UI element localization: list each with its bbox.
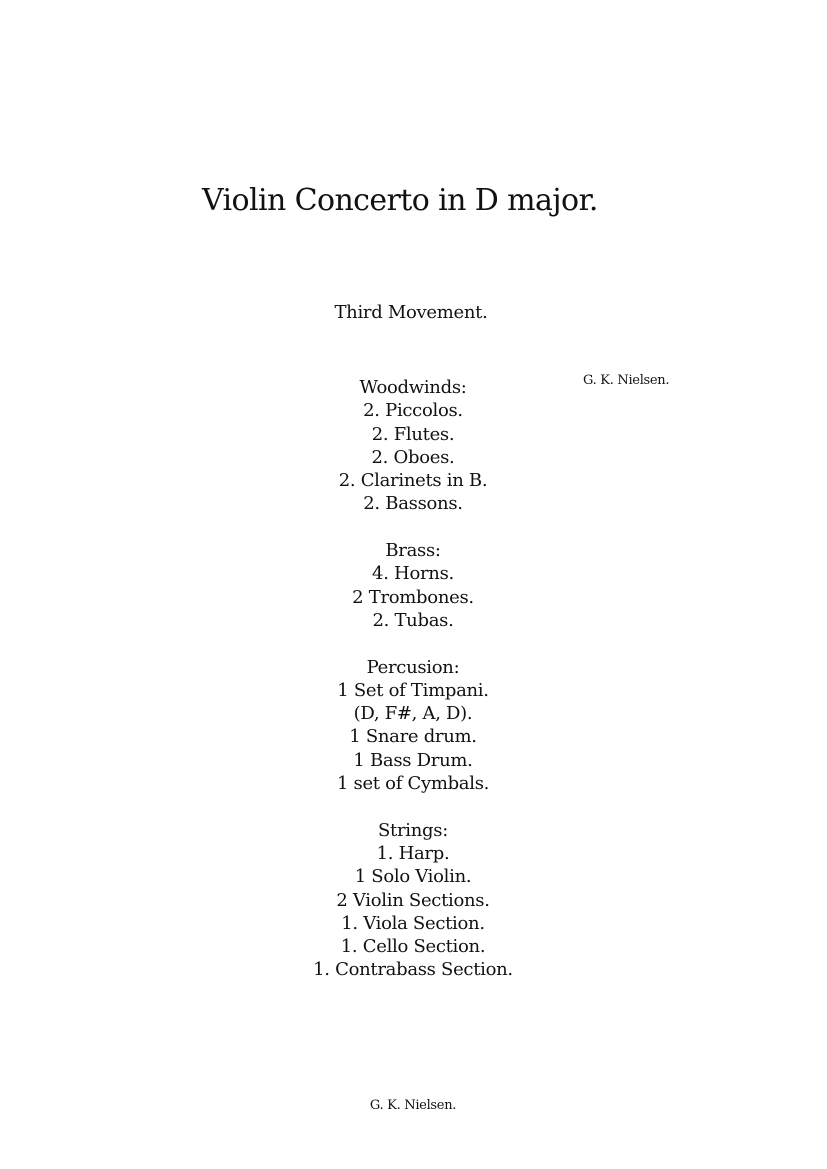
document-title: Violin Concerto in D major. xyxy=(202,183,598,218)
instrument-item: 1 set of Cymbals. xyxy=(336,773,490,795)
instrument-item: 1. Harp. xyxy=(376,842,450,864)
instrument-item: 1. Contrabass Section. xyxy=(313,959,513,981)
instrumentation-list xyxy=(0,376,826,1005)
instrument-item: 2 Trombones. xyxy=(352,586,474,608)
instrument-item: 1 Bass Drum. xyxy=(353,749,473,771)
instrument-item: 2. Piccolos. xyxy=(363,400,463,422)
instrument-item: 1. Cello Section. xyxy=(340,936,486,958)
instrument-item: 2 Violin Sections. xyxy=(336,889,490,911)
instrument-item: (D, F#, A, D). xyxy=(353,703,473,725)
instrument-item: 2. Oboes. xyxy=(371,446,455,468)
instrument-item: 2. Tubas. xyxy=(372,609,454,631)
instrument-item: 1 Set of Timpani. xyxy=(337,679,489,701)
instrument-item: 2. Flutes. xyxy=(371,423,455,445)
instrument-item: 2. Bassons. xyxy=(363,493,463,515)
instrument-item: 4. Horns. xyxy=(372,563,454,585)
section-strings xyxy=(0,819,826,982)
instrument-item: 1. Viola Section. xyxy=(341,912,485,934)
instrument-item: 1 Solo Violin. xyxy=(354,866,472,888)
composer-name: G. K. Nielsen. xyxy=(583,373,670,388)
movement-subtitle: Third Movement. xyxy=(334,302,488,323)
section-heading: Percusion: xyxy=(366,656,460,678)
section-woodwinds xyxy=(0,376,826,516)
instrument-item: 1 Snare drum. xyxy=(349,726,477,748)
section-percussion xyxy=(0,656,826,796)
section-heading: Brass: xyxy=(385,540,441,562)
page-footer: G. K. Nielsen. xyxy=(369,1098,457,1113)
section-heading: Woodwinds: xyxy=(359,377,467,398)
section-heading: Strings: xyxy=(378,819,448,841)
instrument-item: 2. Clarinets in B. xyxy=(338,470,488,492)
section-brass xyxy=(0,539,826,632)
